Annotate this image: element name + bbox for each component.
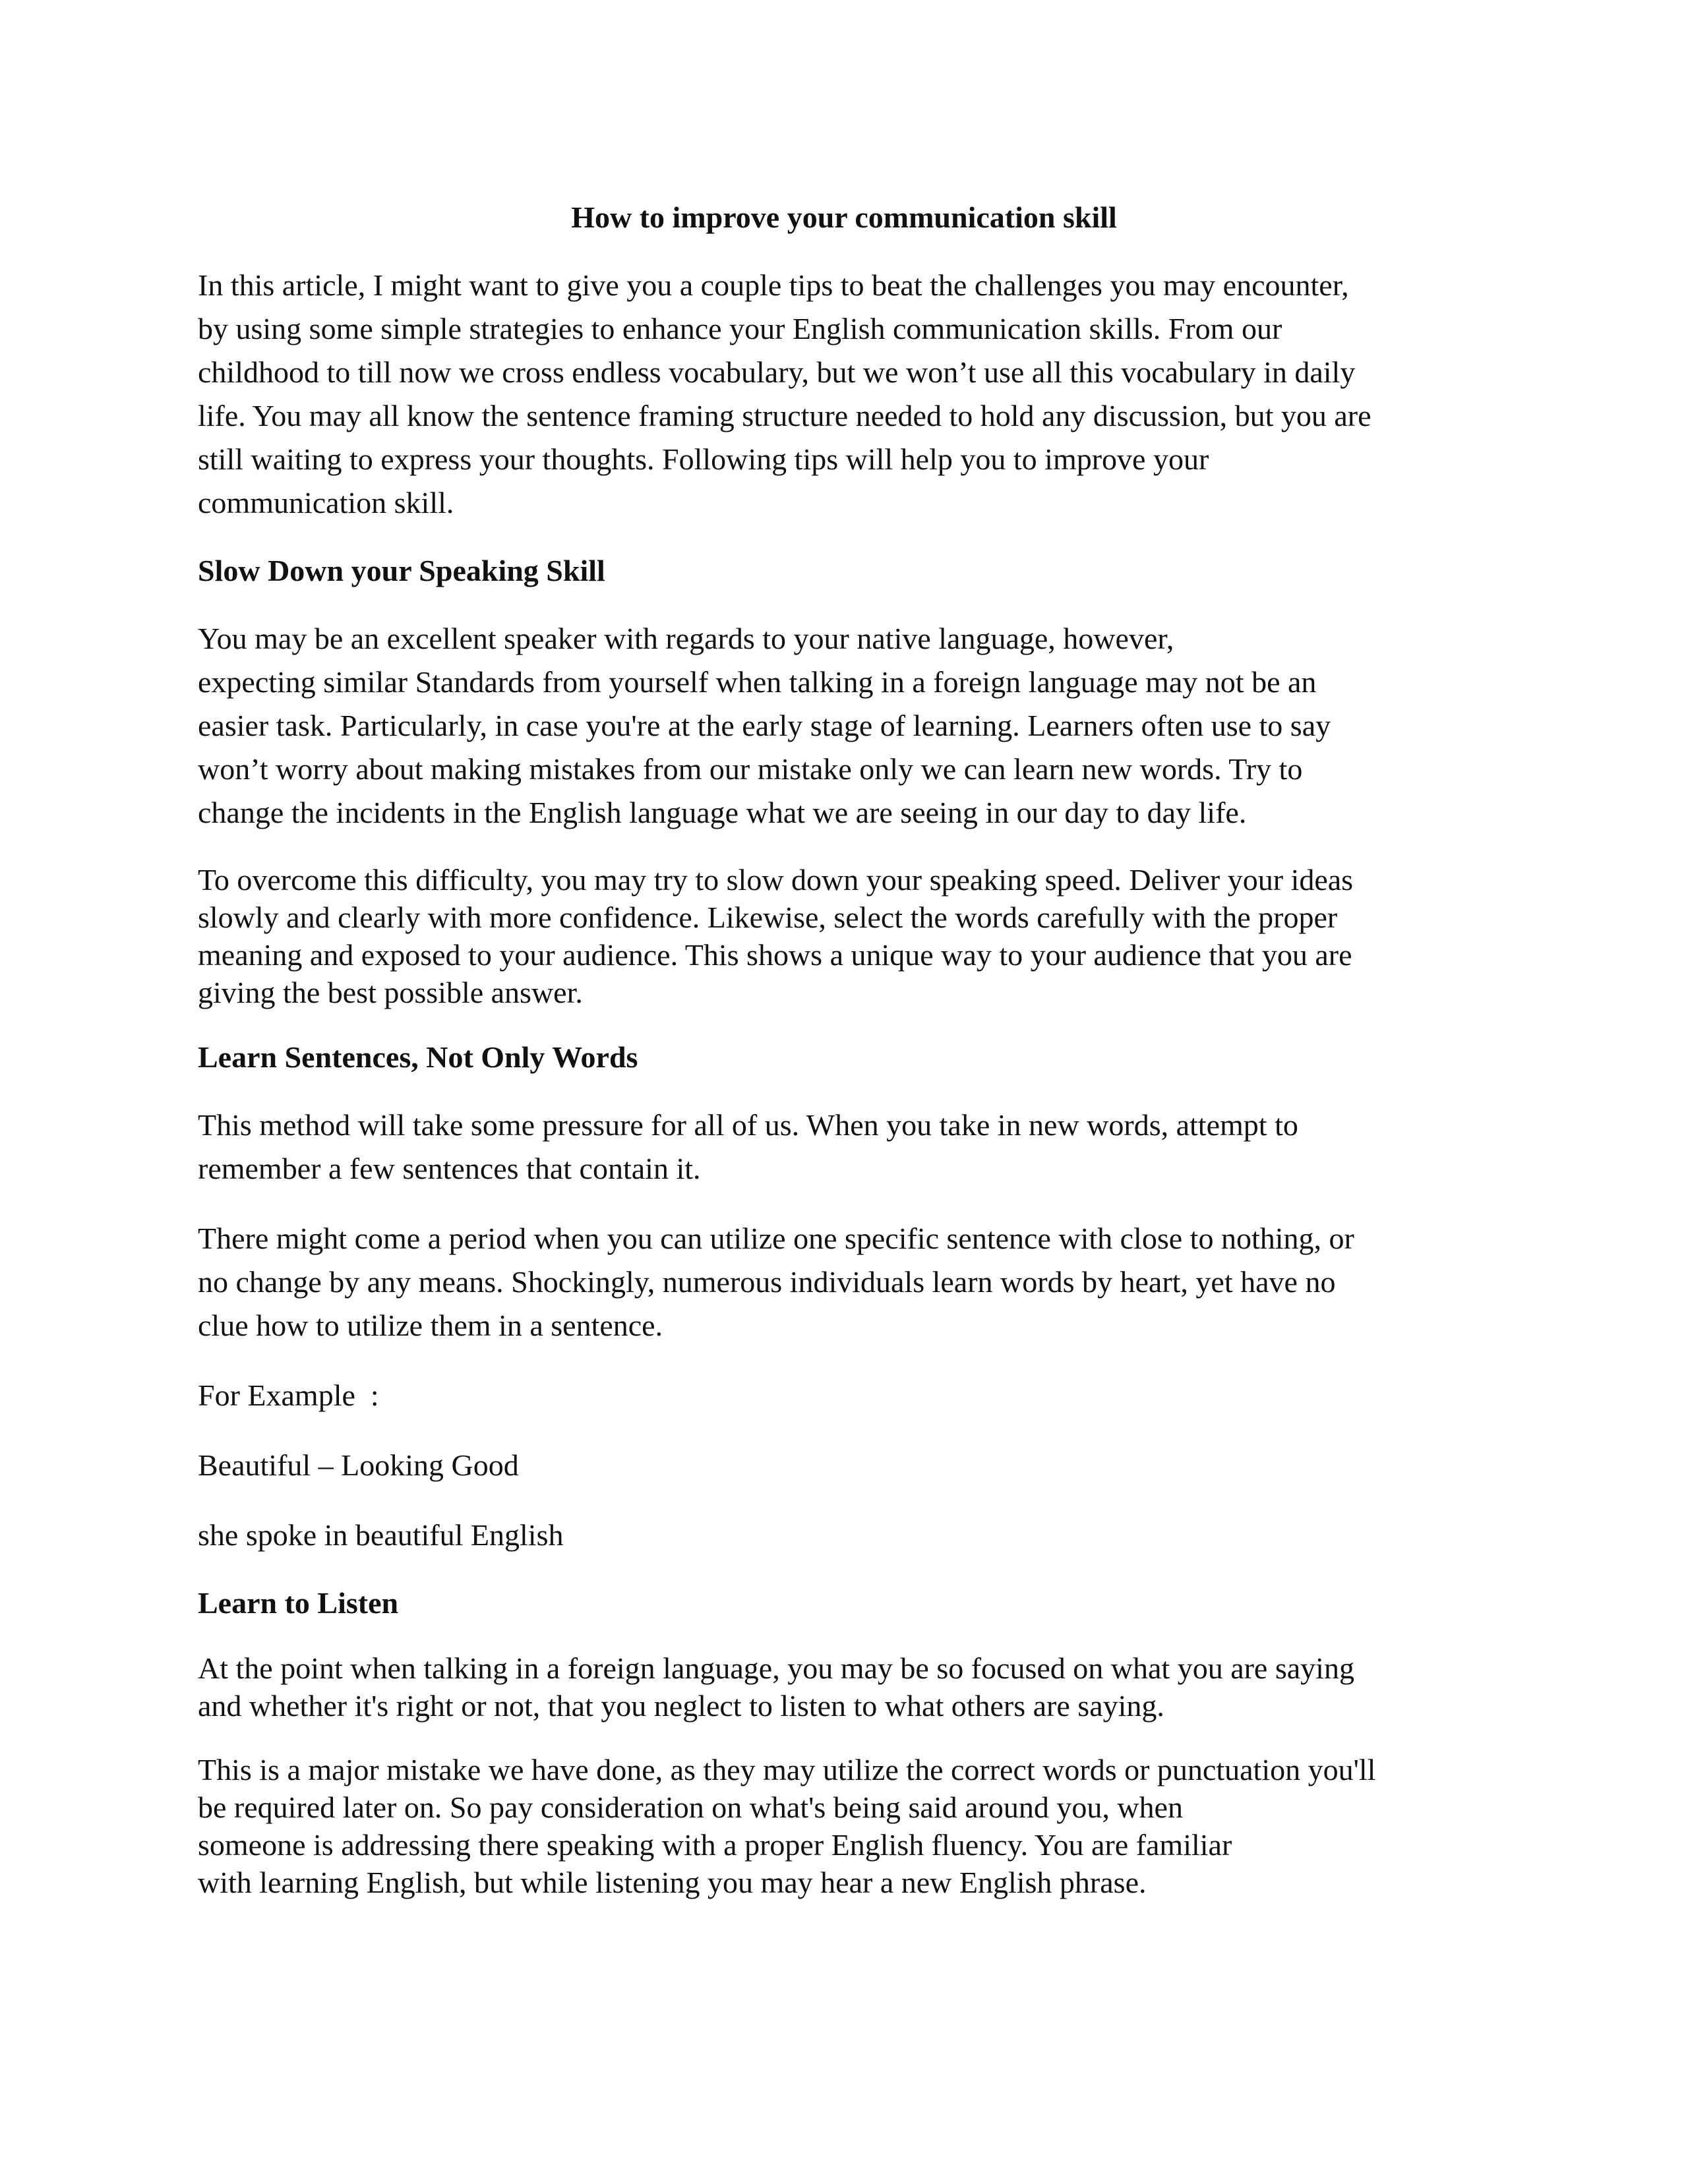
text-line: meaning and exposed to your audience. This shows a unique way to your audience that you are: [198, 938, 1352, 972]
text-line: be required later on. So pay consideration on what's being said around you, when: [198, 1790, 1183, 1824]
text-line: To overcome this difficulty, you may try to slow down your speaking speed. Deliver your ideas: [198, 863, 1354, 897]
section-heading-learn-sentences: Learn Sentences, Not Only Words: [198, 1040, 638, 1074]
learn-sentences-paragraph-1: [198, 1104, 1490, 1191]
slow-down-paragraph-1: [198, 617, 1490, 835]
text-line: This is a major mistake we have done, as they may utilize the correct words or punctuation you'll: [198, 1753, 1376, 1786]
text-line: by using some simple strategies to enhance your English communication skills. From our: [198, 312, 1282, 345]
section-heading-slow-down: Slow Down your Speaking Skill: [198, 554, 605, 587]
text-line: won’t worry about making mistakes from our mistake only we can learn new words. Try to: [198, 752, 1303, 786]
text-line: slowly and clearly with more confidence. Likewise, select the words carefully with the proper: [198, 900, 1338, 934]
text-line: still waiting to express your thoughts. Following tips will help you to improve your: [198, 442, 1209, 476]
text-line: At the point when talking in a foreign language, you may be so focused on what you are saying: [198, 1651, 1354, 1685]
text-line: expecting similar Standards from yourself when talking in a foreign language may not be an: [198, 665, 1317, 699]
listen-paragraph-2: [198, 1751, 1490, 1901]
text-line: someone is addressing there speaking with a proper English fluency. You are familiar: [198, 1828, 1232, 1862]
text-line: giving the best possible answer.: [198, 976, 583, 1009]
example-sentence: she spoke in beautiful English: [198, 1518, 564, 1552]
text-line: There might come a period when you can utilize one specific sentence with close to nothing, or: [198, 1222, 1354, 1255]
text-line: This method will take some pressure for all of us. When you take in new words, attempt to: [198, 1108, 1298, 1142]
text-line: communication skill.: [198, 486, 454, 519]
text-line: You may be an excellent speaker with regards to your native language, however,: [198, 622, 1174, 655]
text-line: easier task. Particularly, in case you're at the early stage of learning. Learners often use to say: [198, 709, 1331, 742]
learn-sentences-paragraph-2: [198, 1217, 1490, 1347]
text-line: remember a few sentences that contain it.: [198, 1152, 701, 1185]
slow-down-paragraph-2: [198, 861, 1490, 1011]
example-word: Beautiful – Looking Good: [198, 1448, 519, 1482]
intro-paragraph: [198, 264, 1490, 525]
document-title: How to improve your communication skill: [571, 200, 1117, 234]
text-line: childhood to till now we cross endless vocabulary, but we won’t use all this vocabulary in daily: [198, 355, 1356, 389]
text-line: life. You may all know the sentence framing structure needed to hold any discussion, but you are: [198, 399, 1372, 432]
listen-paragraph-1: [198, 1649, 1490, 1725]
example-label: For Example :: [198, 1378, 379, 1412]
text-line: In this article, I might want to give you a couple tips to beat the challenges you may encounter,: [198, 268, 1349, 302]
document-page: [198, 198, 1490, 1928]
text-line: no change by any means. Shockingly, numerous individuals learn words by heart, yet have no: [198, 1265, 1336, 1299]
text-line: change the incidents in the English language what we are seeing in our day to day life.: [198, 796, 1247, 829]
text-line: clue how to utilize them in a sentence.: [198, 1309, 663, 1342]
section-heading-learn-to-listen: Learn to Listen: [198, 1586, 399, 1620]
text-line: and whether it's right or not, that you neglect to listen to what others are saying.: [198, 1689, 1164, 1723]
text-line: with learning English, but while listening you may hear a new English phrase.: [198, 1866, 1147, 1899]
